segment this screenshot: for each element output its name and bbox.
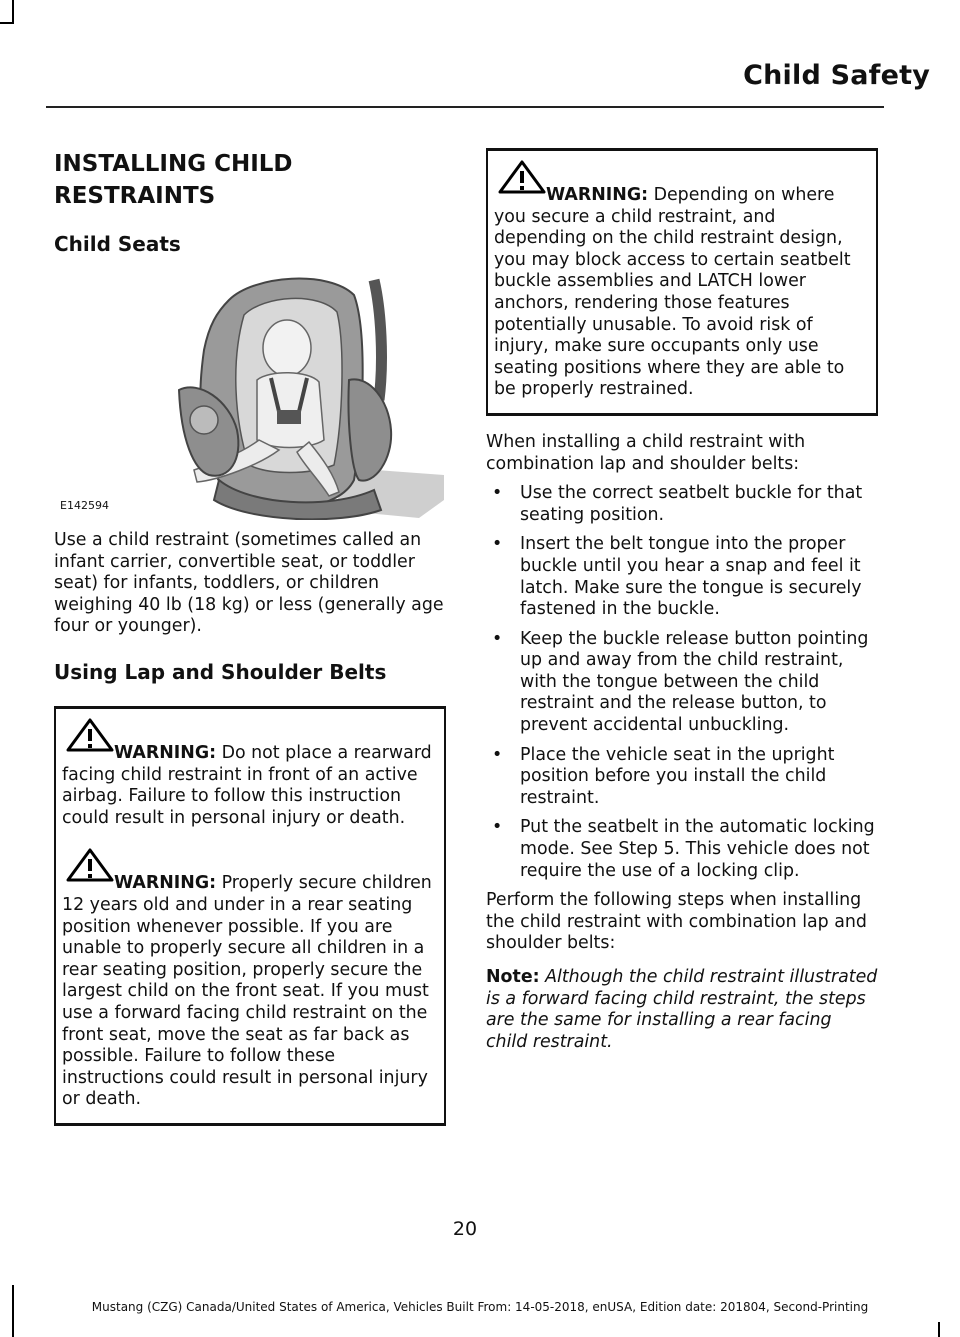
warning-text: WARNING: Properly secure children 12 years old and under in a rear seating position whenever possible. If you are unable to properly secure all children in a rear seating position, properly secure the largest child on the front seat. If you must use a forward facing child restraint on the front seat, move the seat as far back as possible. Failure to follow these instructions could result in personal injury or death. bbox=[62, 873, 432, 1110]
instruction-list bbox=[486, 483, 878, 882]
subheading-lap-shoulder-belts: Using Lap and Shoulder Belts bbox=[54, 659, 387, 684]
warning-label: WARNING: bbox=[114, 742, 217, 763]
footer-text: Mustang (CZG) Canada/United States of America, Vehicles Built From: 14-05-2018, enUSA, Edition date: 201804, Second-Printing bbox=[91, 1300, 869, 1314]
warning-item bbox=[62, 847, 438, 1111]
warning-triangle-icon bbox=[64, 847, 116, 883]
installing-intro: When installing a child restraint with combination lap and shoulder belts: bbox=[486, 431, 806, 474]
header-divider bbox=[46, 106, 884, 108]
warning-label: WARNING: bbox=[546, 185, 649, 205]
list-item: • Use the correct seatbelt buckle for that seating position. bbox=[492, 483, 863, 525]
page-section-title: Child Safety bbox=[743, 60, 930, 91]
subheading-child-seats: Child Seats bbox=[54, 232, 181, 256]
steps-intro: Perform the following steps when installing the child restraint with combination lap and shoulder belts: bbox=[486, 890, 867, 954]
warning-triangle-icon bbox=[496, 159, 548, 195]
figure-code: E142594 bbox=[60, 499, 109, 512]
section-heading: INSTALLING CHILD RESTRAINTS bbox=[54, 151, 293, 209]
warning-box bbox=[486, 148, 878, 416]
intro-paragraph: Use a child restraint (sometimes called an infant carrier, convertible seat, or toddler seat) for infants, toddlers, or children weighing 40 lb (18 kg) or less (generally age four or younger). bbox=[54, 530, 444, 637]
warning-text: WARNING: Do not place a rearward facing child restraint in front of an active airbag. Failure to follow this instruction could result in personal injury or death. bbox=[62, 742, 432, 828]
warning-item bbox=[494, 159, 870, 401]
page-number: 20 bbox=[452, 1218, 478, 1240]
warning-label: WARNING: bbox=[114, 873, 217, 894]
warning-triangle-icon bbox=[64, 717, 116, 753]
crop-mark bbox=[938, 1322, 940, 1337]
warning-item bbox=[62, 717, 438, 829]
child-seat-figure bbox=[54, 270, 446, 520]
crop-mark bbox=[0, 22, 14, 24]
list-item: • Put the seatbelt in the automatic locking mode. See Step 5. This vehicle does not require the use of a locking clip. bbox=[492, 817, 875, 881]
crop-mark bbox=[12, 0, 14, 24]
note-label: Note: bbox=[486, 967, 540, 987]
warning-box bbox=[54, 706, 446, 1126]
list-item: • Keep the buckle release button pointing up and away from the child restraint, with the tongue between the child restraint and the release button, to prevent accidental unbuckling. bbox=[492, 628, 869, 736]
list-item: • Insert the belt tongue into the proper buckle until you hear a snap and feel it latch. Make sure the tongue is securely fastened in the buckle. bbox=[492, 534, 862, 620]
right-column bbox=[486, 148, 878, 1053]
note-paragraph: Note: Although the child restraint illustrated is a forward facing child restraint, the steps are the same for installing a rear facing child restraint. bbox=[486, 967, 878, 1052]
left-column bbox=[54, 148, 446, 1126]
list-item: • Place the vehicle seat in the upright position before you install the child restraint. bbox=[492, 744, 835, 808]
child-seat-illustration bbox=[159, 270, 444, 520]
warning-text: WARNING: Depending on where you secure a child restraint, and depending on the child restraint design, you may block access to certain seatbelt buckle assemblies and LATCH lower anchors, rendering those features potentially unusable. To avoid risk of injury, make sure occupants only use seating positions where they are able to be properly restrained. bbox=[494, 185, 851, 400]
